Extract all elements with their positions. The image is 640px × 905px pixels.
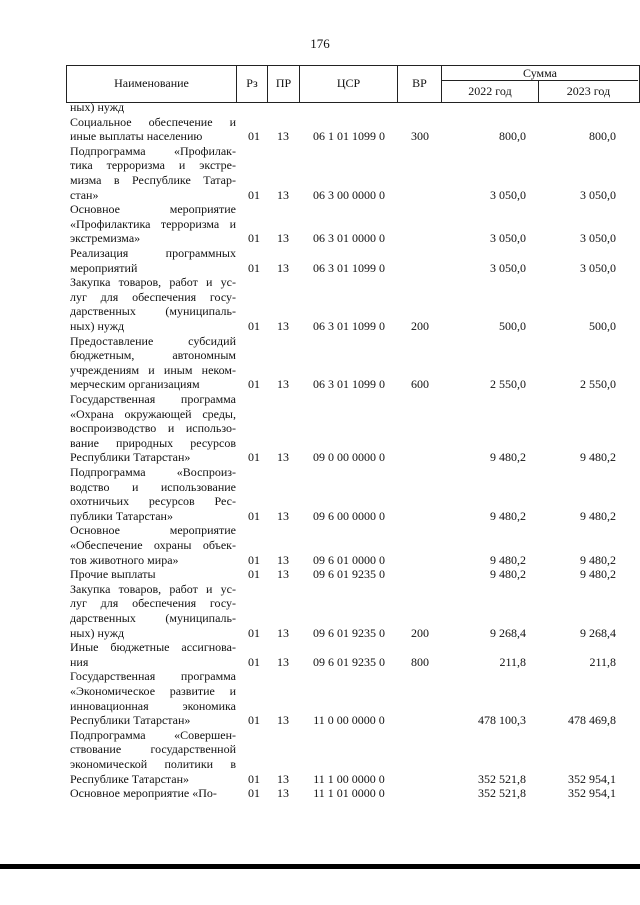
row-name-line: ных) нужд [70,625,125,640]
cell-s23: 3 050,0 [580,231,616,246]
cell-csr: 06 3 01 1099 0 [313,377,385,392]
cell-rz: 01 [248,552,260,567]
cell-s22: 3 050,0 [490,260,526,275]
row-name-line: Подпрограмма «Совершен- [70,727,236,742]
row-name-line: стан» [70,187,99,202]
row-name-line: «Охрана окружающей среды, [70,406,236,421]
cell-s22: 9 480,2 [490,508,526,523]
header-year-2022: 2022 год [468,84,512,98]
cell-s23: 9 480,2 [580,552,616,567]
cell-s22: 9 480,2 [490,552,526,567]
row-name-line: «Обеспечение охраны объек- [70,537,236,552]
row-name-line: мерческим организациям [70,377,200,392]
cell-csr: 09 6 01 9235 0 [313,625,385,640]
row-name [70,669,236,727]
header-csr: ЦСР [336,76,361,90]
cell-s22: 2 550,0 [490,377,526,392]
cell-s22: 352 521,8 [478,771,526,786]
cell-pr: 13 [277,318,289,333]
cell-s22: 352 521,8 [478,786,526,801]
row-name-line: Основное мероприятие [70,202,236,217]
cell-s23: 9 480,2 [580,567,616,582]
row-name-line: «Профилактика терроризма и [70,216,236,231]
row-name-line: Основное мероприятие [70,523,236,538]
cell-s22: 9 480,2 [490,567,526,582]
row-name-line: луг для обеспечения госу- [70,289,236,304]
row-name-line: мизма в Республике Татар- [70,172,236,187]
row-name-line: водство и использование [70,479,236,494]
cell-vr: 800 [411,654,429,669]
cell-s22: 9 480,2 [490,450,526,465]
cell-rz: 01 [248,377,260,392]
cell-pr: 13 [277,129,289,144]
row-name [70,640,236,669]
row-name-line: Подпрограмма «Воспроиз- [70,465,236,479]
row-name-line: Закупка товаров, работ и ус- [70,581,236,596]
cell-rz: 01 [248,786,260,801]
cell-csr: 11 0 00 0000 0 [313,713,385,728]
row-name-line: вание природных ресурсов [70,435,236,450]
cell-pr: 13 [277,713,289,728]
cell-pr: 13 [277,786,289,801]
row-name [70,523,236,567]
row-name-line: ных) нужд [70,100,125,114]
cell-s23: 478 469,8 [568,713,616,728]
cell-csr: 06 1 01 1099 0 [313,129,385,144]
cell-vr: 300 [411,129,429,144]
cell-rz: 01 [248,508,260,523]
row-name [70,582,236,640]
row-name-line: тика терроризма и экстре- [70,158,236,173]
cell-pr: 13 [277,260,289,275]
cell-vr: 200 [411,625,429,640]
row-name-line: Республики Татарстан» [70,450,191,465]
row-name-line: «Экономическое развитие и [70,683,236,698]
cell-pr: 13 [277,771,289,786]
row-name-line: Социальное обеспечение и [70,114,236,129]
cell-rz: 01 [248,713,260,728]
cell-s22: 9 268,4 [490,625,526,640]
row-name [70,786,236,801]
cell-csr: 09 6 00 0000 0 [313,508,385,523]
cell-pr: 13 [277,377,289,392]
row-name-line: Реализация программных [70,246,236,260]
header-sum: Сумма [523,66,557,80]
cell-csr: 06 3 00 0000 0 [313,187,385,202]
cell-vr: 200 [411,318,429,333]
row-name-line: инновационная экономика [70,698,236,713]
cell-csr: 06 3 01 1099 0 [313,318,385,333]
cell-s23: 800,0 [589,129,616,144]
cell-s23: 9 480,2 [580,450,616,465]
cell-s23: 211,8 [589,654,616,669]
row-name-line: Прочие выплаты [70,567,156,582]
cell-pr: 13 [277,187,289,202]
row-name [70,567,236,582]
cell-s23: 500,0 [589,318,616,333]
row-name [70,334,236,392]
cell-rz: 01 [248,231,260,246]
row-name-line: Государственная программа [70,669,236,684]
row-name [70,100,236,115]
cell-rz: 01 [248,318,260,333]
header-year-2023: 2023 год [566,84,611,98]
cell-s23: 3 050,0 [580,187,616,202]
row-name-line: Основное мероприятие «По- [70,786,217,801]
cell-s22: 500,0 [499,318,526,333]
row-name [70,465,236,523]
cell-csr: 06 3 01 1099 0 [313,260,385,275]
header-name: Наименование [114,76,189,90]
cell-s23: 2 550,0 [580,377,616,392]
cell-s23: 352 954,1 [568,786,616,801]
cell-pr: 13 [277,654,289,669]
row-name-line: Закупка товаров, работ и ус- [70,275,236,290]
cell-rz: 01 [248,654,260,669]
row-name-line: публики Татарстан» [70,508,173,523]
row-name-line: ния [70,654,89,669]
header-pr: ПР [275,76,292,90]
cell-s23: 9 480,2 [580,508,616,523]
cell-rz: 01 [248,187,260,202]
cell-vr: 600 [411,377,429,392]
cell-csr: 11 1 00 0000 0 [313,771,385,786]
row-name-line: Иные бюджетные ассигнова- [70,640,236,655]
row-name [70,144,236,202]
cell-rz: 01 [248,260,260,275]
cell-rz: 01 [248,567,260,582]
row-name [70,275,236,333]
row-name-line: Республики Татарстан» [70,713,191,728]
cell-csr: 11 1 01 0000 0 [313,786,385,801]
row-name-line: ных) нужд [70,318,125,333]
row-name-line: бюджетным, автономным [70,348,236,363]
cell-csr: 06 3 01 0000 0 [313,231,385,246]
cell-csr: 09 6 01 9235 0 [313,654,385,669]
row-name-line: луг для обеспечения госу- [70,596,236,611]
row-name-line: мероприятий [70,260,138,275]
cell-pr: 13 [277,625,289,640]
scan-border [0,864,640,869]
cell-s22: 211,8 [499,654,526,669]
cell-pr: 13 [277,567,289,582]
page-number: 176 [310,36,330,51]
row-name [70,392,236,465]
cell-pr: 13 [277,231,289,246]
cell-csr: 09 6 01 0000 0 [313,552,385,567]
cell-s22: 800,0 [499,129,526,144]
cell-s23: 352 954,1 [568,771,616,786]
cell-rz: 01 [248,450,260,465]
cell-s22: 3 050,0 [490,187,526,202]
cell-s23: 3 050,0 [580,260,616,275]
row-name [70,115,236,144]
row-name-line: охотничьих ресурсов Рес- [70,494,236,509]
cell-csr: 09 0 00 0000 0 [313,450,385,465]
row-name-line: экономической политики в [70,756,236,771]
cell-s22: 3 050,0 [490,231,526,246]
cell-s23: 9 268,4 [580,625,616,640]
row-name-line: Подпрограмма «Профилак- [70,143,236,158]
cell-pr: 13 [277,450,289,465]
row-name [70,246,236,275]
row-name [70,202,236,246]
cell-rz: 01 [248,625,260,640]
row-name-line: учреждениям и иным неком- [70,362,236,377]
header-rz: Рз [246,76,258,90]
row-name-line: Государственная программа [70,392,236,406]
row-name-line: дарственных (муниципаль- [70,610,236,625]
cell-rz: 01 [248,129,260,144]
row-name-line: иные выплаты населению [70,129,203,144]
row-name-line: Предоставление субсидий [70,333,236,348]
row-name-line: воспроизводство и использо- [70,421,236,436]
cell-s22: 478 100,3 [478,713,526,728]
cell-pr: 13 [277,508,289,523]
row-name-line: Республике Татарстан» [70,771,190,786]
row-name-line: тов животного мира» [70,552,179,567]
cell-rz: 01 [248,771,260,786]
cell-pr: 13 [277,552,289,567]
cell-csr: 09 6 01 9235 0 [313,567,385,582]
row-name-line: дарственных (муниципаль- [70,304,236,319]
header-vr: ВР [412,76,427,90]
row-name-line: ствование государственной [70,742,236,757]
row-name-line: экстремизма» [70,231,141,246]
row-name [70,728,236,786]
